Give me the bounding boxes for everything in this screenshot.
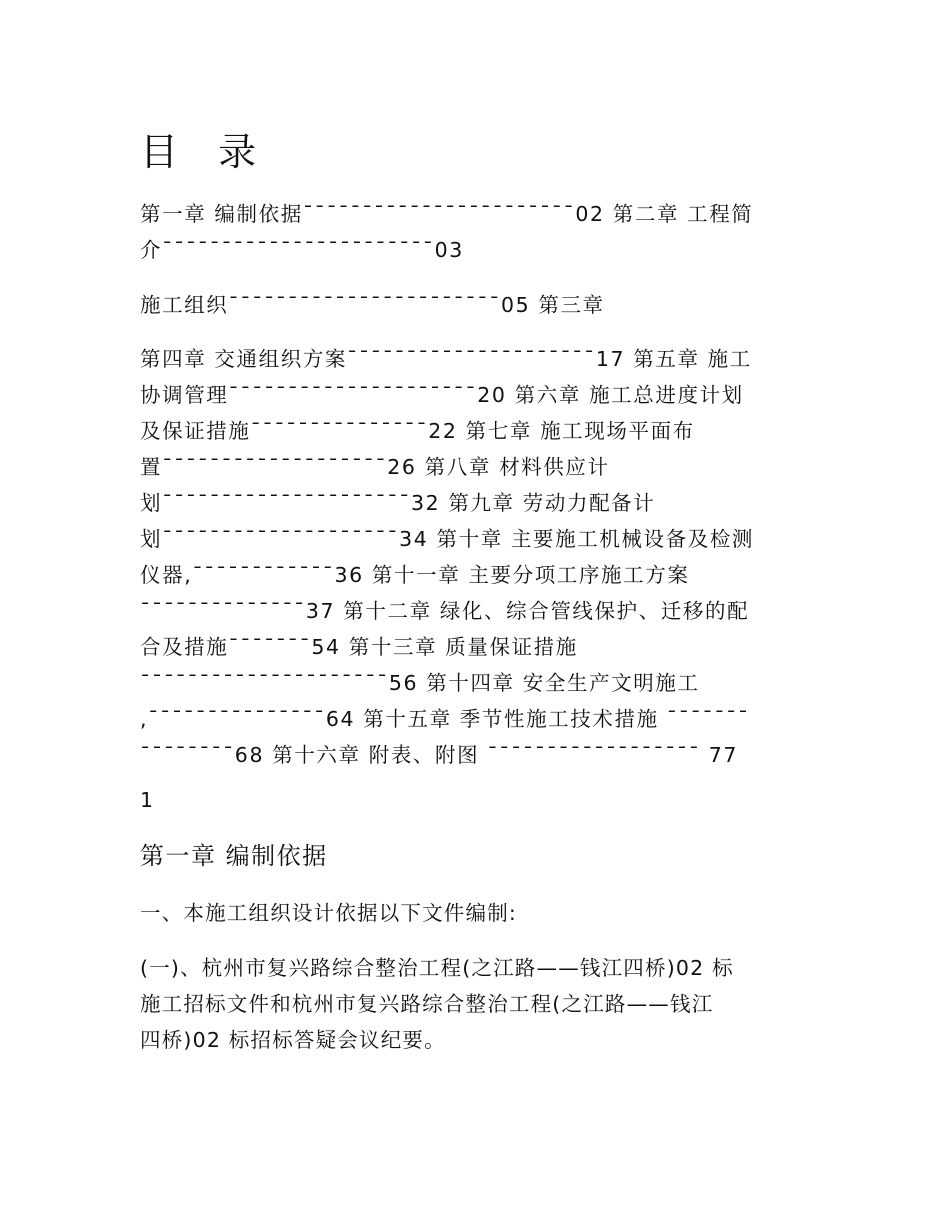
document-page bbox=[140, 0, 820, 1230]
paragraph-line: (一)、杭州市复兴路综合整治工程(之江路——钱江四桥)02 标 bbox=[140, 956, 734, 980]
toc-line: 介¯¯¯¯¯¯¯¯¯¯¯¯¯¯¯¯¯¯¯¯¯¯¯03 bbox=[140, 238, 464, 262]
toc-line: ¯¯¯¯¯¯¯¯¯¯¯¯¯¯37 第十二章 绿化、综合管线保护、迁移的配 bbox=[140, 599, 750, 623]
toc-line: 合及措施¯¯¯¯¯¯¯54 第十三章 质量保证措施 bbox=[140, 635, 578, 659]
toc-line: 及保证措施¯¯¯¯¯¯¯¯¯¯¯¯¯¯¯22 第七章 施工现场平面布 bbox=[140, 419, 695, 443]
toc-line: 施工组织¯¯¯¯¯¯¯¯¯¯¯¯¯¯¯¯¯¯¯¯¯¯¯05 第三章 bbox=[140, 293, 605, 317]
toc-line: ¯¯¯¯¯¯¯¯¯¯¯¯¯¯¯¯¯¯¯¯¯56 第十四章 安全生产文明施工 bbox=[140, 671, 700, 695]
toc-line: 划¯¯¯¯¯¯¯¯¯¯¯¯¯¯¯¯¯¯¯¯34 第十章 主要施工机械设备及检测 bbox=[140, 527, 755, 551]
toc-line: 仪器,¯¯¯¯¯¯¯¯¯¯¯¯36 第十一章 主要分项工序施工方案 bbox=[140, 563, 690, 587]
paragraph-line: 一、本施工组织设计依据以下文件编制: bbox=[140, 901, 518, 925]
toc-line: 第四章 交通组织方案¯¯¯¯¯¯¯¯¯¯¯¯¯¯¯¯¯¯¯¯¯17 第五章 施工 bbox=[140, 347, 752, 371]
toc-line: ,¯¯¯¯¯¯¯¯¯¯¯¯¯¯¯64 第十五章 季节性施工技术措施 ¯¯¯¯¯¯¯ bbox=[140, 707, 750, 731]
toc-line: 协调管理¯¯¯¯¯¯¯¯¯¯¯¯¯¯¯¯¯¯¯¯¯20 第六章 施工总进度计划 bbox=[140, 383, 744, 407]
page-number: 1 bbox=[140, 788, 155, 812]
toc-title: 目 录 bbox=[140, 130, 271, 174]
toc-line: 置¯¯¯¯¯¯¯¯¯¯¯¯¯¯¯¯¯¯¯26 第八章 材料供应计 bbox=[140, 455, 610, 479]
toc-line: ¯¯¯¯¯¯¯¯68 第十六章 附表、附图 ¯¯¯¯¯¯¯¯¯¯¯¯¯¯¯¯¯¯ 77 bbox=[140, 743, 739, 767]
chapter-heading: 第一章 编制依据 bbox=[140, 842, 328, 870]
toc-line: 划¯¯¯¯¯¯¯¯¯¯¯¯¯¯¯¯¯¯¯¯¯32 第九章 劳动力配备计 bbox=[140, 491, 656, 515]
paragraph-line: 施工招标文件和杭州市复兴路综合整治工程(之江路——钱江 bbox=[140, 992, 714, 1016]
paragraph-line: 四桥)02 标招标答疑会议纪要。 bbox=[140, 1028, 446, 1052]
toc-line: 第一章 编制依据¯¯¯¯¯¯¯¯¯¯¯¯¯¯¯¯¯¯¯¯¯¯¯02 第二章 工程简 bbox=[140, 202, 754, 226]
